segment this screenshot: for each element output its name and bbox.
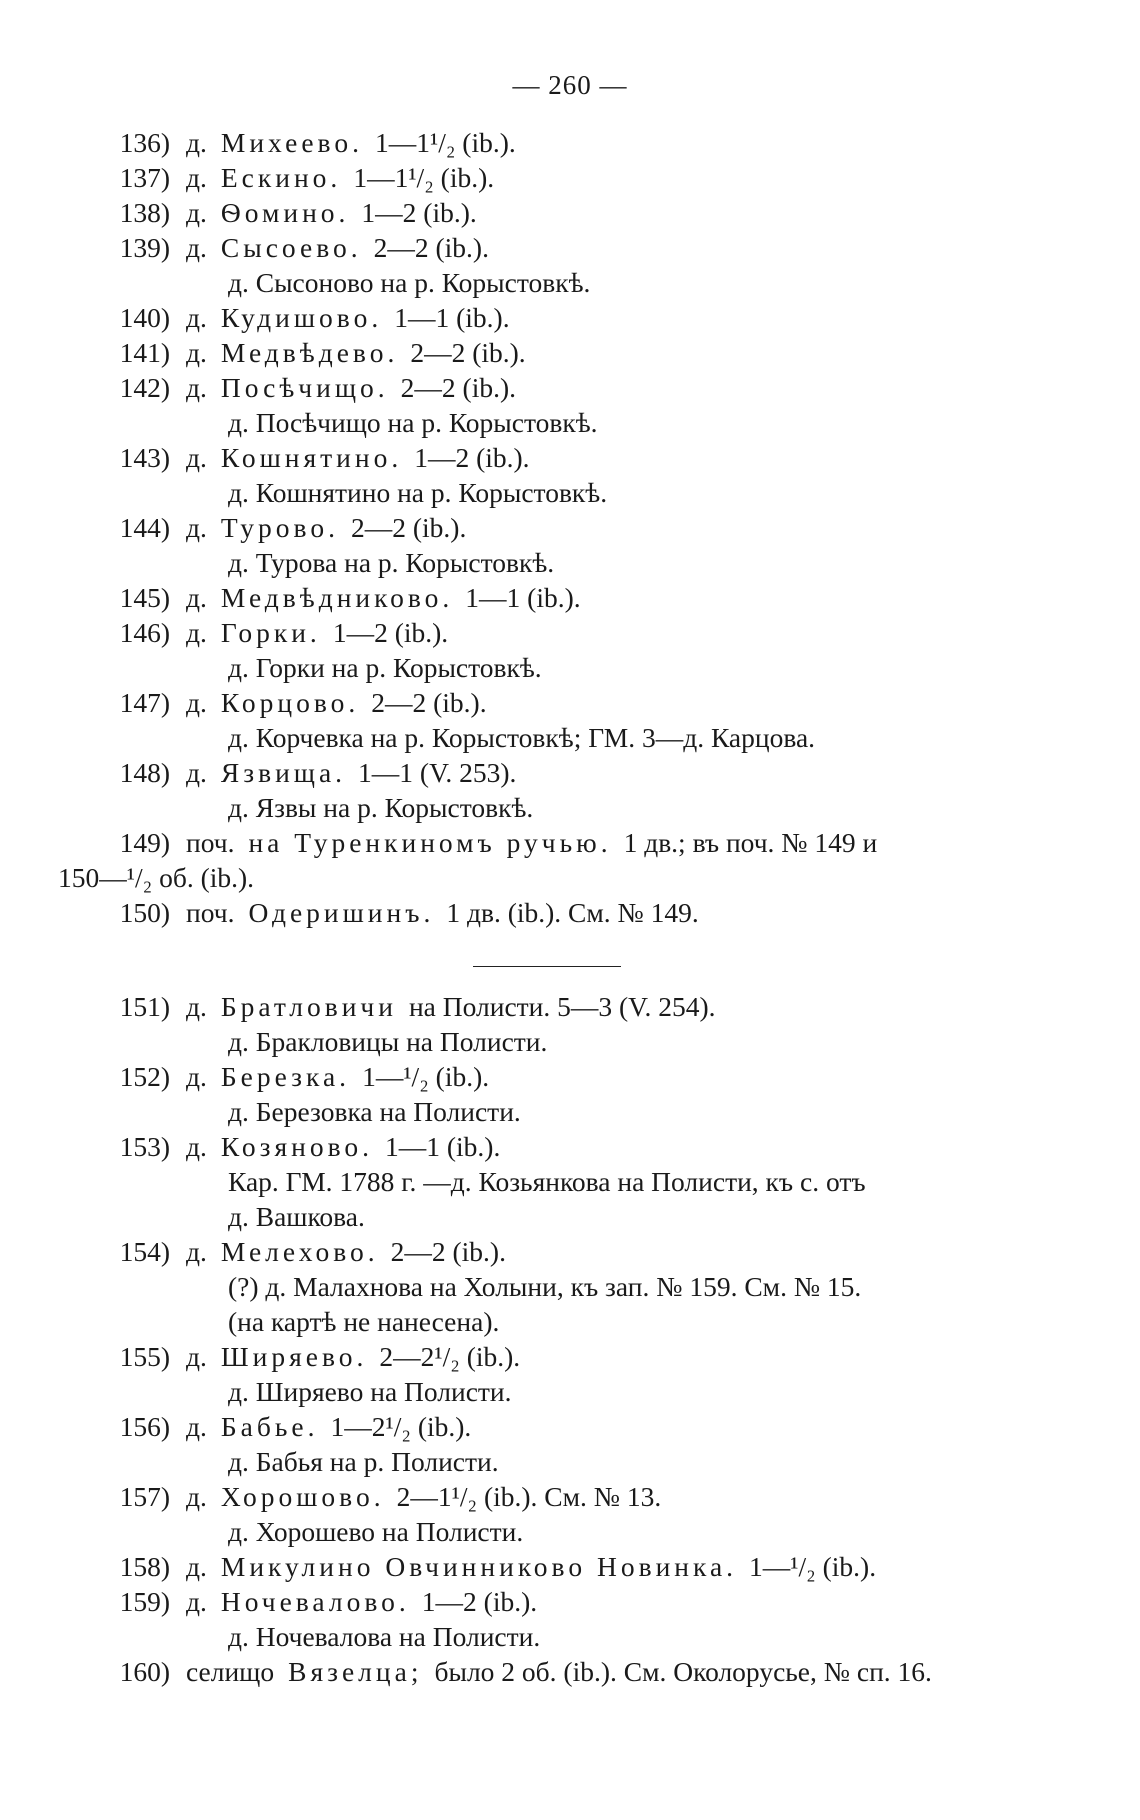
settlement-type: поч. bbox=[186, 897, 235, 928]
settlement-name: Сысоево. bbox=[220, 232, 362, 263]
settlement-name: Кудишово. bbox=[220, 302, 383, 333]
settlement-type: д. bbox=[186, 197, 207, 228]
entry-number: 153) bbox=[119, 1131, 170, 1162]
entry-details: 2—2 (ib.). bbox=[373, 232, 489, 263]
entry-note: д. Ширяево на Полисти. bbox=[228, 1376, 512, 1407]
entry-details: 1 дв. (ib.). См. № 149. bbox=[446, 897, 699, 928]
entry-details: 1—2 (ib.). bbox=[332, 617, 449, 648]
settlement-name: на Туренкиномъ ручью. bbox=[248, 827, 612, 858]
entry-details: 1—1¹/₂ (ib.). bbox=[353, 162, 495, 193]
entry-number: 145) bbox=[119, 582, 170, 613]
settlement-name: Ночевалово. bbox=[220, 1586, 410, 1617]
entry-note: д. Язвы на р. Корыстовкѣ. bbox=[228, 792, 534, 823]
settlement-name: Вязелца; bbox=[288, 1656, 423, 1687]
settlement-type: д. bbox=[186, 617, 207, 648]
entry-note: (?) д. Малахнова на Холыни, къ зап. № 159. См. № 15. bbox=[228, 1271, 862, 1302]
entry-number: 142) bbox=[119, 372, 170, 403]
entry-number: 154) bbox=[119, 1236, 170, 1267]
entry-number: 147) bbox=[119, 687, 170, 718]
entry-details: 2—2 (ib.). bbox=[390, 1236, 506, 1267]
entry-number: 148) bbox=[119, 757, 170, 788]
section-divider bbox=[473, 966, 621, 967]
settlement-name: Березка. bbox=[220, 1061, 351, 1092]
entry-number: 140) bbox=[119, 302, 170, 333]
settlement-name: Медвѣдево. bbox=[220, 337, 399, 368]
entry-details: 1—2¹/₂ (ib.). bbox=[330, 1411, 472, 1442]
settlement-name: Корцово. bbox=[220, 687, 360, 718]
settlement-type: поч. bbox=[186, 827, 235, 858]
entry-number: 144) bbox=[119, 512, 170, 543]
settlement-name: Братловичи bbox=[220, 991, 397, 1022]
settlement-type: д. bbox=[186, 302, 207, 333]
settlement-name: Козяново. bbox=[220, 1131, 373, 1162]
entry-number: 150) bbox=[119, 897, 170, 928]
entry-details: 1—2 (ib.). bbox=[414, 442, 530, 473]
entry-number: 146) bbox=[119, 617, 170, 648]
settlement-type: д. bbox=[186, 582, 207, 613]
entry-number: 151) bbox=[119, 991, 170, 1022]
settlement-name: Кошнятино. bbox=[220, 442, 403, 473]
settlement-name: Хорошово. bbox=[220, 1481, 385, 1512]
settlement-name: Одеришинъ. bbox=[248, 897, 435, 928]
entry-number: 157) bbox=[119, 1481, 170, 1512]
entry-details: 1—1 (V. 253). bbox=[358, 757, 517, 788]
entry-number: 141) bbox=[119, 337, 170, 368]
settlement-name: Бабье. bbox=[220, 1411, 319, 1442]
entry-details: 2—2 (ib.). bbox=[350, 512, 467, 543]
entry-number: 138) bbox=[119, 197, 170, 228]
entry-details: 1—¹/₂ (ib.). bbox=[749, 1551, 877, 1582]
settlement-type: д. bbox=[186, 232, 207, 263]
settlement-name: Медвѣдниково. bbox=[220, 582, 454, 613]
entry-note: д. Посѣчищо на р. Корыстовкѣ. bbox=[228, 407, 598, 438]
entry-details: 2—2 (ib.). bbox=[400, 372, 516, 403]
entry-details: 2—2¹/₂ (ib.). bbox=[379, 1341, 521, 1372]
settlement-type: селищо bbox=[186, 1656, 275, 1687]
settlement-type: д. bbox=[186, 1341, 207, 1372]
entry-details: 1—1 (ib.). bbox=[394, 302, 510, 333]
settlement-type: д. bbox=[186, 1551, 207, 1582]
entry-details: 2—2 (ib.). bbox=[371, 687, 487, 718]
settlement-type: д. bbox=[186, 1061, 207, 1092]
entry-number: 152) bbox=[119, 1061, 170, 1092]
entry-note: д. Горки на р. Корыстовкѣ. bbox=[228, 652, 542, 683]
settlement-name: Михеево. bbox=[220, 127, 363, 158]
entry-continuation: 150—¹/₂ об. (ib.). bbox=[58, 862, 255, 893]
settlement-name: Мелехово. bbox=[220, 1236, 379, 1267]
settlement-type: д. bbox=[186, 442, 207, 473]
entry-details: 2—1¹/₂ (ib.). См. № 13. bbox=[396, 1481, 662, 1512]
entry-note: д. Вашкова. bbox=[228, 1201, 365, 1232]
entry-details: 1—2 (ib.). bbox=[361, 197, 477, 228]
settlement-type: д. bbox=[186, 372, 207, 403]
entry-details: 1—1 (ib.). bbox=[385, 1131, 501, 1162]
entry-note: д. Корчевка на р. Корыстовкѣ; ГМ. 3—д. Карцова. bbox=[228, 722, 816, 753]
entry-note: д. Бракловицы на Полисти. bbox=[228, 1026, 548, 1057]
settlement-type: д. bbox=[186, 1481, 207, 1512]
settlement-type: д. bbox=[186, 1586, 207, 1617]
entry-number: 158) bbox=[119, 1551, 170, 1582]
entry-details: было 2 об. (ib.). См. Околорусье, № сп. 16. bbox=[434, 1656, 932, 1687]
entry-note: д. Сысоново на р. Корыстовкѣ. bbox=[228, 267, 591, 298]
settlement-type: д. bbox=[186, 757, 207, 788]
entry-details: 1 дв.; въ поч. № 149 и bbox=[623, 827, 878, 858]
entry-number: 137) bbox=[119, 162, 170, 193]
entry-note: д. Хорошево на Полисти. bbox=[228, 1516, 524, 1547]
entry-details: 1—¹/₂ (ib.). bbox=[362, 1061, 490, 1092]
settlement-name: Микулино Овчинниково Новинка. bbox=[220, 1551, 738, 1582]
settlement-name: Ширяево. bbox=[220, 1341, 368, 1372]
page-number: — 260 — bbox=[512, 70, 628, 100]
entry-number: 160) bbox=[119, 1656, 170, 1687]
settlement-name: Горки. bbox=[220, 617, 321, 648]
entry-note: Кар. ГМ. 1788 г. —д. Козьянкова на Полисти, къ с. отъ bbox=[228, 1166, 866, 1197]
settlement-name: Язвища. bbox=[220, 757, 347, 788]
entry-note: (на картѣ не нанесена). bbox=[228, 1306, 500, 1337]
entry-note: д. Бабья на р. Полисти. bbox=[228, 1446, 499, 1477]
entry-number: 155) bbox=[119, 1341, 170, 1372]
entry-number: 139) bbox=[119, 232, 170, 263]
settlement-name: Посѣчищо. bbox=[220, 372, 389, 403]
entry-details: 1—2 (ib.). bbox=[421, 1586, 538, 1617]
entry-details: 1—1¹/₂ (ib.). bbox=[374, 127, 516, 158]
settlement-type: д. bbox=[186, 991, 207, 1022]
settlement-type: д. bbox=[186, 162, 207, 193]
entry-number: 149) bbox=[119, 827, 170, 858]
entry-note: д. Кошнятино на р. Корыстовкѣ. bbox=[228, 477, 608, 508]
entry-number: 159) bbox=[119, 1586, 170, 1617]
entry-number: 136) bbox=[119, 127, 170, 158]
entry-note: д. Березовка на Полисти. bbox=[228, 1096, 521, 1127]
settlement-type: д. bbox=[186, 1411, 207, 1442]
entry-details: 2—2 (ib.). bbox=[410, 337, 526, 368]
settlement-type: д. bbox=[186, 1236, 207, 1267]
entry-number: 143) bbox=[119, 442, 170, 473]
settlement-name: Турово. bbox=[220, 512, 339, 543]
entry-note: д. Турова на р. Корыстовкѣ. bbox=[228, 547, 555, 578]
settlement-name: Ѳомино. bbox=[220, 197, 350, 228]
settlement-type: д. bbox=[186, 687, 207, 718]
entry-details: 1—1 (ib.). bbox=[465, 582, 581, 613]
entry-note: д. Ночевалова на Полисти. bbox=[228, 1621, 541, 1652]
settlement-type: д. bbox=[186, 337, 207, 368]
settlement-type: д. bbox=[186, 512, 207, 543]
settlement-type: д. bbox=[186, 1131, 207, 1162]
entry-number: 156) bbox=[119, 1411, 170, 1442]
settlement-type: д. bbox=[186, 127, 207, 158]
entry-details: на Полисти. 5—3 (V. 254). bbox=[408, 991, 716, 1022]
settlement-name: Ескино. bbox=[220, 162, 342, 193]
